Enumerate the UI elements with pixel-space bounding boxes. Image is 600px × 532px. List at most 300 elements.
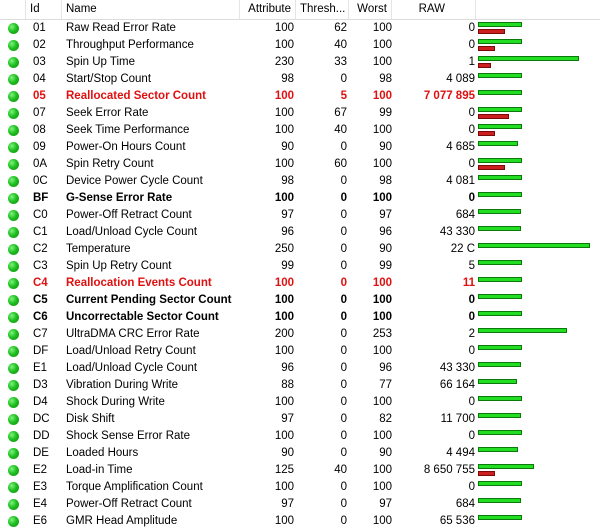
status-ok-icon [8, 312, 19, 323]
table-row[interactable] [0, 360, 600, 377]
status-dot-cell [0, 445, 26, 462]
threshold-value: 0 [340, 311, 347, 323]
attribute-value: 90 [281, 141, 294, 153]
attribute-value: 100 [274, 481, 294, 493]
attribute-name: Temperature [66, 243, 131, 255]
attribute-id: D4 [33, 396, 48, 408]
status-ok-icon [8, 499, 19, 510]
value-bar [478, 209, 521, 214]
status-ok-icon [8, 142, 19, 153]
raw-value: 4 089 [446, 73, 475, 85]
status-ok-icon [8, 23, 19, 34]
attribute-name: Raw Read Error Rate [66, 22, 176, 34]
attribute-id: 0C [33, 175, 48, 187]
attribute-value: 100 [274, 396, 294, 408]
value-bar-graph [476, 190, 600, 207]
status-ok-icon [8, 346, 19, 357]
attribute-id: C3 [33, 260, 48, 272]
raw-value: 1 [468, 56, 475, 68]
attribute-value: 100 [274, 515, 294, 527]
threshold-value: 0 [340, 226, 347, 238]
raw-value: 11 [462, 277, 475, 289]
raw-value: 684 [455, 209, 475, 221]
table-row[interactable] [0, 462, 600, 479]
attribute-value: 200 [274, 328, 294, 340]
table-header [0, 0, 600, 20]
status-dot-cell [0, 54, 26, 71]
status-ok-icon [8, 448, 19, 459]
threshold-bar [478, 114, 509, 119]
attribute-value: 250 [274, 243, 294, 255]
raw-value: 66 164 [439, 379, 475, 391]
value-bar-graph [476, 173, 600, 190]
attribute-id: 07 [33, 107, 46, 119]
worst-value: 100 [372, 22, 392, 34]
status-ok-icon [8, 397, 19, 408]
value-bar-graph [476, 156, 600, 173]
threshold-value: 0 [340, 243, 347, 255]
table-row[interactable] [0, 122, 600, 139]
attribute-name: Power-Off Retract Count [66, 209, 192, 221]
table-row[interactable] [0, 71, 600, 88]
threshold-value: 0 [340, 379, 347, 391]
status-ok-icon [8, 193, 19, 204]
attribute-name: Current Pending Sector Count [66, 294, 232, 306]
status-column-header[interactable] [0, 0, 26, 19]
status-ok-icon [8, 380, 19, 391]
raw-value: 0 [468, 345, 475, 357]
raw-value: 0 [468, 39, 475, 51]
attribute-id: 05 [33, 90, 46, 102]
value-bar [478, 362, 521, 367]
threshold-value: 0 [340, 192, 347, 204]
worst-value: 90 [379, 447, 392, 459]
table-row[interactable] [0, 411, 600, 428]
value-bar-graph [476, 88, 600, 105]
raw-value: 2 [468, 328, 475, 340]
value-bar-graph [476, 309, 600, 326]
value-bar [478, 464, 534, 469]
value-bar-graph [476, 513, 600, 530]
value-bar-graph [476, 326, 600, 343]
value-bar [478, 481, 522, 486]
status-dot-cell [0, 190, 26, 207]
attribute-value: 100 [274, 345, 294, 357]
raw-value: 11 700 [440, 413, 475, 425]
threshold-value: 0 [340, 73, 347, 85]
value-bar [478, 447, 518, 452]
table-row[interactable] [0, 207, 600, 224]
raw-column-header[interactable]: RAW [392, 0, 476, 19]
value-bar [478, 260, 522, 265]
worst-value: 97 [379, 498, 392, 510]
status-ok-icon [8, 431, 19, 442]
raw-value: 43 330 [439, 226, 475, 238]
table-row[interactable] [0, 445, 600, 462]
status-ok-icon [8, 363, 19, 374]
status-dot-cell [0, 479, 26, 496]
status-dot-cell [0, 360, 26, 377]
threshold-value: 0 [340, 345, 347, 357]
attribute-value: 97 [281, 413, 294, 425]
attribute-id: C4 [33, 277, 48, 289]
threshold-bar [478, 131, 495, 136]
attribute-value: 100 [274, 124, 294, 136]
status-dot-cell [0, 156, 26, 173]
attribute-name: Torque Amplification Count [66, 481, 203, 493]
status-dot-cell [0, 496, 26, 513]
raw-value: 684 [455, 498, 475, 510]
value-bar [478, 430, 522, 435]
value-bar-graph [476, 105, 600, 122]
status-dot-cell [0, 292, 26, 309]
value-bar [478, 73, 522, 78]
status-ok-icon [8, 91, 19, 102]
value-bar [478, 124, 522, 129]
value-bar-graph [476, 275, 600, 292]
table-row[interactable] [0, 105, 600, 122]
status-dot-cell [0, 377, 26, 394]
threshold-value: 0 [340, 209, 347, 221]
worst-value: 82 [379, 413, 392, 425]
table-row[interactable] [0, 377, 600, 394]
raw-value: 65 536 [439, 515, 475, 527]
status-dot-cell [0, 394, 26, 411]
value-bar-graph [476, 292, 600, 309]
status-ok-icon [8, 278, 19, 289]
value-bar [478, 107, 522, 112]
status-dot-cell [0, 258, 26, 275]
table-row[interactable] [0, 54, 600, 71]
status-dot-cell [0, 37, 26, 54]
attribute-id: 01 [33, 22, 46, 34]
threshold-bar [478, 46, 495, 51]
value-bar [478, 226, 521, 231]
value-bar [478, 90, 522, 95]
value-bar-graph [476, 445, 600, 462]
attribute-name: Seek Time Performance [66, 124, 190, 136]
attribute-id: E2 [33, 464, 48, 476]
value-bar-graph [476, 394, 600, 411]
status-ok-icon [8, 465, 19, 476]
status-dot-cell [0, 139, 26, 156]
status-dot-cell [0, 88, 26, 105]
threshold-value: 0 [340, 430, 347, 442]
attribute-name: Load/Unload Cycle Count [66, 362, 198, 374]
worst-value: 100 [372, 192, 392, 204]
status-ok-icon [8, 414, 19, 425]
worst-value: 97 [379, 209, 392, 221]
threshold-value: 0 [340, 260, 347, 272]
attribute-id: C5 [33, 294, 48, 306]
attribute-id: E4 [33, 498, 48, 510]
value-bar [478, 175, 522, 180]
value-bar [478, 141, 518, 146]
table-row[interactable] [0, 292, 600, 309]
threshold-value: 33 [334, 56, 347, 68]
value-bar [478, 22, 522, 27]
attribute-name: Reallocation Events Count [66, 277, 212, 289]
attribute-value: 99 [281, 260, 294, 272]
worst-value: 100 [372, 481, 392, 493]
attribute-id: 0A [33, 158, 48, 170]
attribute-id: C0 [33, 209, 48, 221]
table-row[interactable] [0, 343, 600, 360]
attribute-value: 100 [274, 430, 294, 442]
attribute-value: 88 [281, 379, 294, 391]
raw-value: 43 330 [439, 362, 475, 374]
attribute-id: DC [33, 413, 50, 425]
status-dot-cell [0, 105, 26, 122]
raw-value: 4 081 [446, 175, 475, 187]
value-bar-graph [476, 122, 600, 139]
threshold-column-header[interactable]: Thresh... [296, 0, 349, 19]
value-bar-graph [476, 411, 600, 428]
worst-value: 77 [379, 379, 392, 391]
worst-value: 100 [372, 464, 392, 476]
status-dot-cell [0, 207, 26, 224]
id-column-header[interactable]: Id [26, 0, 62, 19]
attribute-value: 97 [281, 498, 294, 510]
attribute-name: Power-Off Retract Count [66, 498, 192, 510]
status-ok-icon [8, 40, 19, 51]
threshold-value: 0 [340, 175, 347, 187]
table-row[interactable] [0, 258, 600, 275]
value-bar-graph [476, 428, 600, 445]
worst-value: 100 [372, 158, 392, 170]
raw-value: 22 C [450, 243, 475, 255]
worst-value: 100 [372, 311, 392, 323]
attribute-name: Load/Unload Cycle Count [66, 226, 198, 238]
attribute-value: 230 [274, 56, 294, 68]
status-ok-icon [8, 482, 19, 493]
raw-value: 0 [468, 158, 475, 170]
attribute-name: Spin Up Retry Count [66, 260, 172, 272]
status-ok-icon [8, 125, 19, 136]
worst-value: 100 [372, 515, 392, 527]
value-bar [478, 311, 522, 316]
table-row[interactable] [0, 20, 600, 37]
value-bar-graph [476, 479, 600, 496]
value-bar [478, 243, 590, 248]
status-ok-icon [8, 74, 19, 85]
status-dot-cell [0, 20, 26, 37]
value-bar [478, 379, 517, 384]
table-row[interactable] [0, 173, 600, 190]
attribute-value: 96 [281, 362, 294, 374]
value-bar [478, 328, 567, 333]
attribute-id: DF [33, 345, 49, 357]
value-bar-graph [476, 207, 600, 224]
attribute-id: C2 [33, 243, 48, 255]
value-bar [478, 56, 579, 61]
attribute-id: BF [33, 192, 49, 204]
table-row[interactable] [0, 394, 600, 411]
attribute-name: Load-in Time [66, 464, 133, 476]
value-bar [478, 413, 521, 418]
threshold-value: 0 [340, 498, 347, 510]
value-bar-graph [476, 496, 600, 513]
worst-value: 100 [372, 56, 392, 68]
status-dot-cell [0, 411, 26, 428]
raw-value: 0 [468, 294, 475, 306]
threshold-value: 0 [340, 277, 347, 289]
table-row[interactable] [0, 428, 600, 445]
status-ok-icon [8, 295, 19, 306]
attribute-name: Shock Sense Error Rate [66, 430, 191, 442]
table-row[interactable] [0, 309, 600, 326]
threshold-bar [478, 471, 495, 476]
status-ok-icon [8, 210, 19, 221]
raw-value: 4 685 [446, 141, 475, 153]
table-row[interactable] [0, 275, 600, 292]
attribute-id: 04 [33, 73, 46, 85]
worst-value: 96 [379, 226, 392, 238]
threshold-value: 0 [340, 447, 347, 459]
status-ok-icon [8, 227, 19, 238]
worst-value: 100 [372, 430, 392, 442]
value-bar-graph [476, 224, 600, 241]
status-ok-icon [8, 108, 19, 119]
attribute-name: Spin Retry Count [66, 158, 154, 170]
value-bar-graph [476, 71, 600, 88]
raw-value: 0 [468, 107, 475, 119]
worst-value: 100 [372, 277, 392, 289]
status-dot-cell [0, 122, 26, 139]
worst-value: 100 [372, 39, 392, 51]
attribute-name: Seek Error Rate [66, 107, 149, 119]
attribute-value: 100 [274, 39, 294, 51]
status-ok-icon [8, 244, 19, 255]
status-ok-icon [8, 261, 19, 272]
value-bar [478, 396, 522, 401]
table-row[interactable] [0, 479, 600, 496]
attribute-name: Shock During Write [66, 396, 165, 408]
graph-column-header[interactable] [476, 0, 600, 19]
worst-value: 253 [372, 328, 392, 340]
attribute-value: 100 [274, 158, 294, 170]
status-ok-icon [8, 329, 19, 340]
attribute-id: 08 [33, 124, 46, 136]
attribute-name: GMR Head Amplitude [66, 515, 178, 527]
status-dot-cell [0, 326, 26, 343]
threshold-value: 40 [334, 124, 347, 136]
value-bar-graph [476, 462, 600, 479]
worst-column-header[interactable]: Worst [349, 0, 392, 19]
worst-value: 98 [379, 73, 392, 85]
attribute-id: E6 [33, 515, 48, 527]
value-bar [478, 345, 522, 350]
threshold-value: 62 [334, 22, 347, 34]
value-bar-graph [476, 343, 600, 360]
status-dot-cell [0, 71, 26, 88]
raw-value: 7 077 895 [423, 90, 475, 102]
attribute-id: D3 [33, 379, 48, 391]
raw-value: 5 [468, 260, 475, 272]
attribute-value: 97 [281, 209, 294, 221]
threshold-bar [478, 165, 505, 170]
attribute-value: 100 [274, 90, 294, 102]
threshold-value: 0 [340, 396, 347, 408]
value-bar [478, 158, 522, 163]
status-ok-icon [8, 176, 19, 187]
table-row[interactable] [0, 156, 600, 173]
attribute-value: 100 [274, 294, 294, 306]
status-dot-cell [0, 343, 26, 360]
name-column-header[interactable]: Name [62, 0, 240, 19]
attribute-value: 100 [274, 22, 294, 34]
status-dot-cell [0, 224, 26, 241]
value-bar-graph [476, 377, 600, 394]
worst-value: 100 [372, 345, 392, 357]
attribute-name: Load/Unload Retry Count [66, 345, 196, 357]
threshold-value: 0 [340, 413, 347, 425]
raw-value: 0 [468, 396, 475, 408]
threshold-value: 5 [340, 90, 347, 102]
table-row[interactable] [0, 224, 600, 241]
threshold-value: 40 [334, 464, 347, 476]
attribute-column-header[interactable]: Attribute [240, 0, 296, 19]
table-row[interactable] [0, 513, 600, 530]
table-row[interactable] [0, 139, 600, 156]
status-dot-cell [0, 309, 26, 326]
attribute-name: Spin Up Time [66, 56, 136, 68]
worst-value: 90 [379, 141, 392, 153]
value-bar-graph [476, 241, 600, 258]
value-bar [478, 515, 522, 520]
table-row[interactable] [0, 241, 600, 258]
raw-value: 0 [468, 192, 475, 204]
table-row[interactable] [0, 496, 600, 513]
raw-value: 0 [468, 311, 475, 323]
attribute-value: 100 [274, 192, 294, 204]
raw-value: 8 650 755 [423, 464, 475, 476]
attribute-id: DE [33, 447, 49, 459]
threshold-value: 60 [334, 158, 347, 170]
attribute-value: 90 [281, 447, 294, 459]
raw-value: 0 [468, 124, 475, 136]
value-bar [478, 294, 522, 299]
threshold-value: 0 [340, 362, 347, 374]
worst-value: 96 [379, 362, 392, 374]
worst-value: 100 [372, 294, 392, 306]
value-bar-graph [476, 20, 600, 37]
threshold-value: 0 [340, 481, 347, 493]
threshold-bar [478, 63, 491, 68]
worst-value: 100 [372, 124, 392, 136]
attribute-value: 100 [274, 107, 294, 119]
status-dot-cell [0, 275, 26, 292]
worst-value: 100 [372, 396, 392, 408]
table-row[interactable] [0, 88, 600, 105]
value-bar-graph [476, 54, 600, 71]
attribute-id: DD [33, 430, 50, 442]
attribute-id: E3 [33, 481, 48, 493]
worst-value: 99 [379, 260, 392, 272]
table-row[interactable] [0, 37, 600, 54]
status-dot-cell [0, 428, 26, 445]
worst-value: 98 [379, 175, 392, 187]
attribute-value: 96 [281, 226, 294, 238]
status-ok-icon [8, 516, 19, 527]
value-bar [478, 277, 522, 282]
value-bar [478, 192, 522, 197]
value-bar [478, 39, 522, 44]
table-row[interactable] [0, 190, 600, 207]
table-row[interactable] [0, 326, 600, 343]
attribute-name: Loaded Hours [66, 447, 139, 459]
threshold-value: 0 [340, 515, 347, 527]
